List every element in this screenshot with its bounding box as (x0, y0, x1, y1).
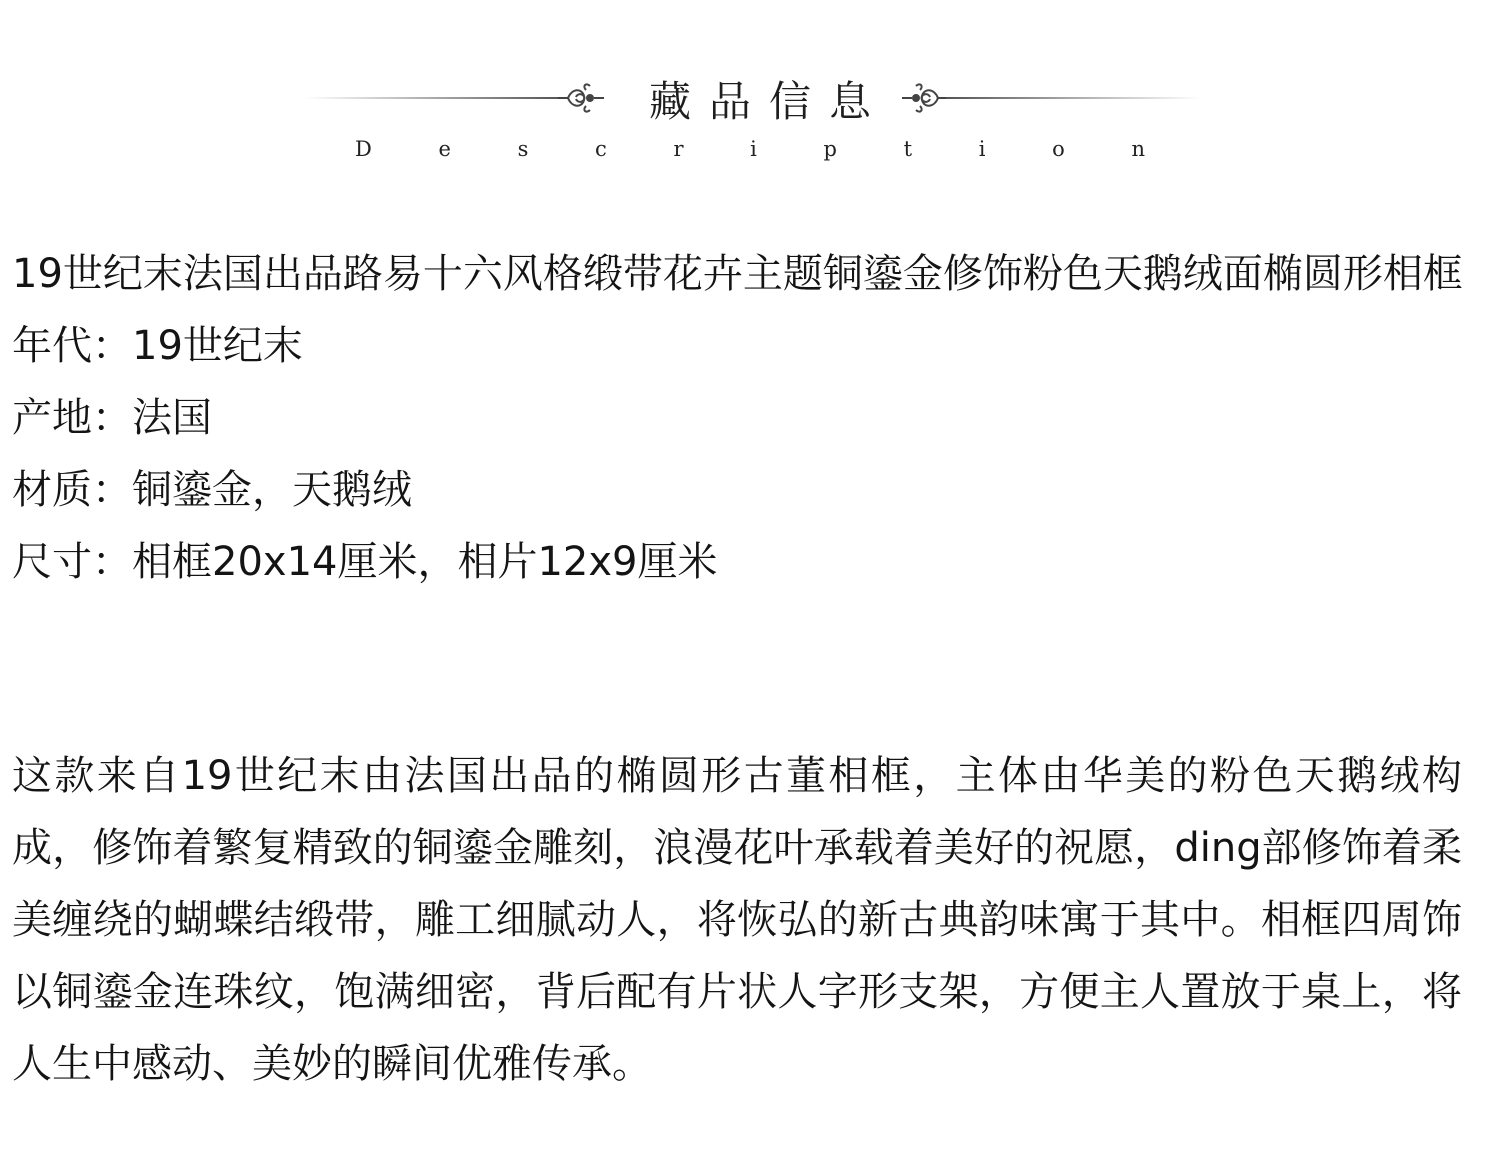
left-divider-line (305, 97, 560, 99)
section-header (0, 0, 1500, 190)
item-origin: 产地：法国 (12, 395, 212, 441)
subtitle-letter: t (903, 137, 913, 161)
subtitle-letter: c (595, 137, 607, 161)
item-name: 19世纪末法国出品路易十六风格缎带花卉主题铜鎏金修饰粉色天鹅绒面椭圆形相框 (12, 251, 1463, 297)
item-info (12, 238, 1482, 598)
subtitle-letter: i (750, 137, 757, 161)
right-flourish-icon (902, 84, 948, 111)
subtitle-letter: r (673, 137, 684, 161)
item-size: 尺寸：相框20x14厘米，相片12x9厘米 (12, 539, 718, 585)
subtitle-letter: e (438, 137, 451, 161)
subtitle-letter: o (1052, 137, 1065, 161)
subtitle-letter: i (978, 137, 986, 161)
subtitle-letter: p (823, 137, 837, 161)
subtitle-letter: s (517, 137, 529, 161)
item-description: 这款来自19世纪末由法国出品的椭圆形古董相框，主体由华美的粉色天鹅绒构成，修饰着繁复精致的铜鎏金雕刻，浪漫花叶承载着美好的祝愿，ding部修饰着柔美缠绕的蝴蝶结缎带，雕工细腻动人，将恢弘的新古典韵味寓于其中。相框四周饰以铜鎏金连珠纹，饱满细密，背后配有片状人字形支架，方便主人置放于桌上，将人生中感动、美妙的瞬间优雅传承。 (12, 753, 1462, 1087)
item-material: 材质：铜鎏金，天鹅绒 (12, 467, 412, 513)
right-divider-line (946, 97, 1200, 99)
section-subtitle (355, 135, 1145, 163)
left-flourish-icon (558, 84, 604, 111)
item-era: 年代：19世纪末 (12, 323, 303, 369)
subtitle-letter: D (355, 137, 372, 161)
section-title: 藏品信息 (648, 77, 889, 126)
subtitle-letter: n (1131, 137, 1145, 161)
